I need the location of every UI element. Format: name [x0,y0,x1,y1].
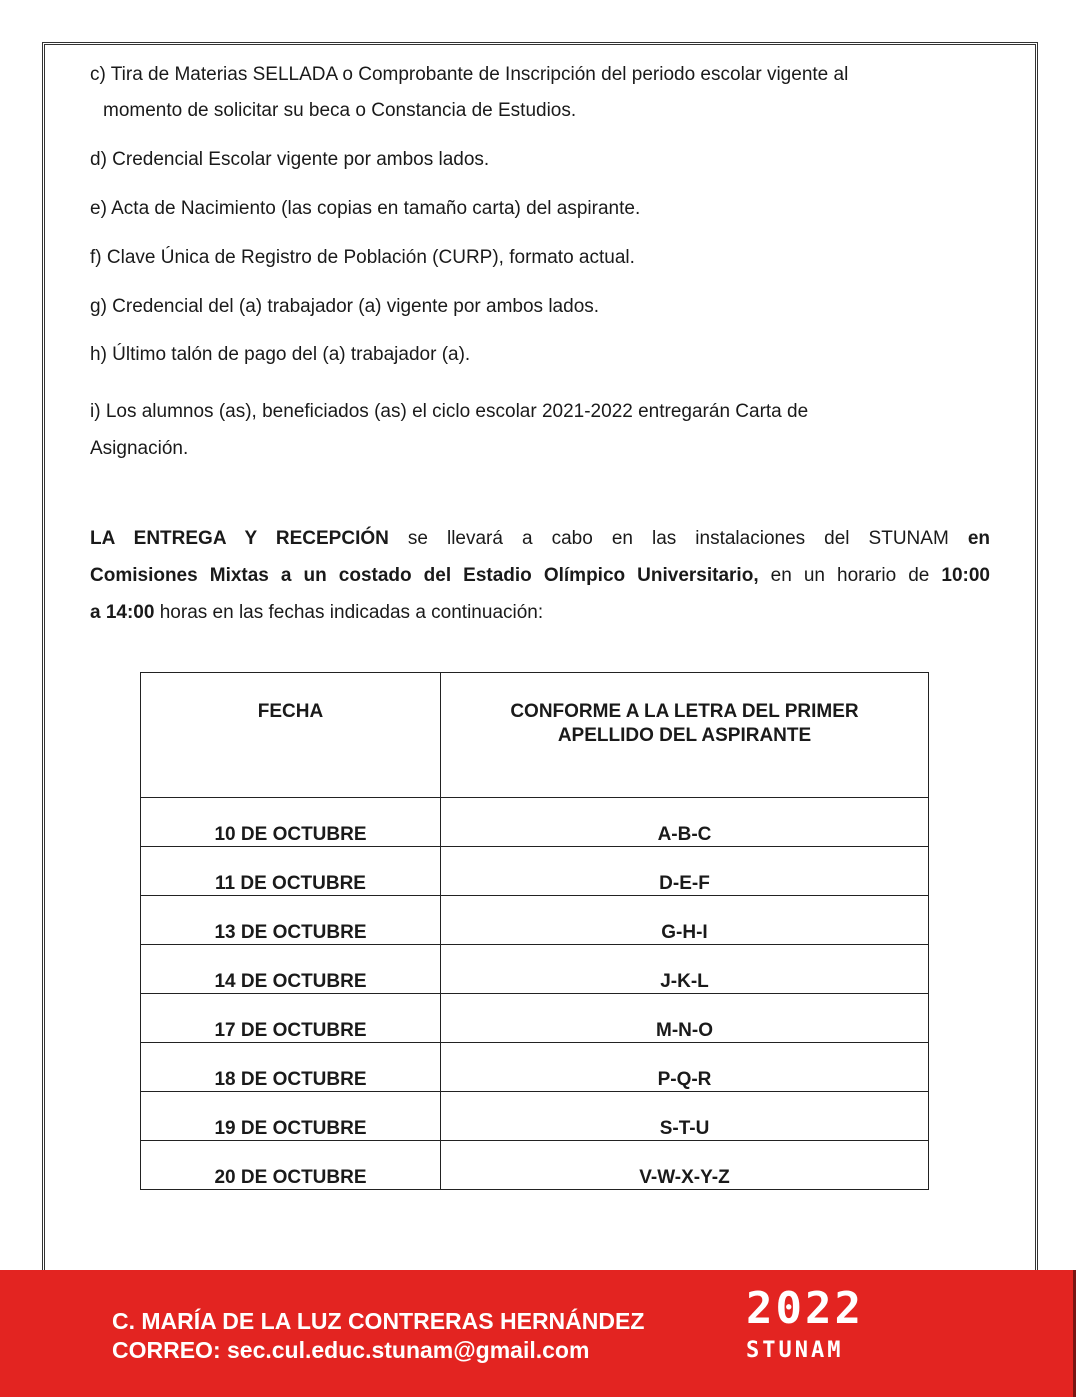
date-cell: 17 DE OCTUBRE [141,994,441,1043]
letters-cell: M-N-O [441,994,929,1043]
table-row [141,994,929,1043]
header-fecha: FECHA [141,673,441,798]
table-row [141,896,929,945]
stunam-logo: 2022 STUNAM [746,1283,864,1363]
table-row [141,1043,929,1092]
requirement-h: h) Último talón de pago del (a) trabajador (a). [90,344,471,365]
table-row [141,798,929,847]
table-row [141,847,929,896]
date-cell: 10 DE OCTUBRE [141,798,441,847]
date-cell: 14 DE OCTUBRE [141,945,441,994]
requirement-g: g) Credencial del (a) trabajador (a) vigente por ambos lados. [90,296,600,317]
letters-cell: D-E-F [441,847,929,896]
requirement-f: f) Clave Única de Registro de Población (CURP), formato actual. [90,247,635,268]
table-header [141,673,929,798]
requirement-e: e) Acta de Nacimiento (las copias en tamaño carta) del aspirante. [90,198,641,219]
letters-cell: A-B-C [441,798,929,847]
letters-cell: S-T-U [441,1092,929,1141]
letters-cell: G-H-I [441,896,929,945]
contact-name: C. MARÍA DE LA LUZ CONTRERAS HERNÁNDEZ [112,1308,645,1334]
header-letra: CONFORME A LA LETRA DEL PRIMER APELLIDO DEL ASPIRANTE [441,673,929,798]
table-row [141,1141,929,1190]
table-row [141,1092,929,1141]
letters-cell: J-K-L [441,945,929,994]
date-cell: 11 DE OCTUBRE [141,847,441,896]
letters-cell: V-W-X-Y-Z [441,1141,929,1190]
table-row [141,945,929,994]
delivery-paragraph: LA ENTREGA Y RECEPCIÓN se llevará a cabo en las instalaciones del STUNAM en Comisiones Mixtas a un costado del Estadio Olímpico Universitario, en un horario de 10:00 a 14:00 horas en las fechas indicadas a continuación: [90,528,990,623]
date-cell: 13 DE OCTUBRE [141,896,441,945]
requirement-c: c) Tira de Materias SELLADA o Comprobante de Inscripción del periodo escolar vigente al momento de solicitar su beca o Constancia de Estudios. [90,64,849,121]
schedule-table [140,672,929,1190]
requirement-i: i) Los alumnos (as), beneficiados (as) el ciclo escolar 2021-2022 entregarán Carta de Asignación. [90,401,809,459]
contact-email: CORREO: sec.cul.educ.stunam@gmail.com [112,1337,590,1363]
letters-cell: P-Q-R [441,1043,929,1092]
requirement-d: d) Credencial Escolar vigente por ambos lados. [90,149,490,170]
date-cell: 18 DE OCTUBRE [141,1043,441,1092]
footer-contact [112,1307,644,1365]
date-cell: 20 DE OCTUBRE [141,1141,441,1190]
date-cell: 19 DE OCTUBRE [141,1092,441,1141]
